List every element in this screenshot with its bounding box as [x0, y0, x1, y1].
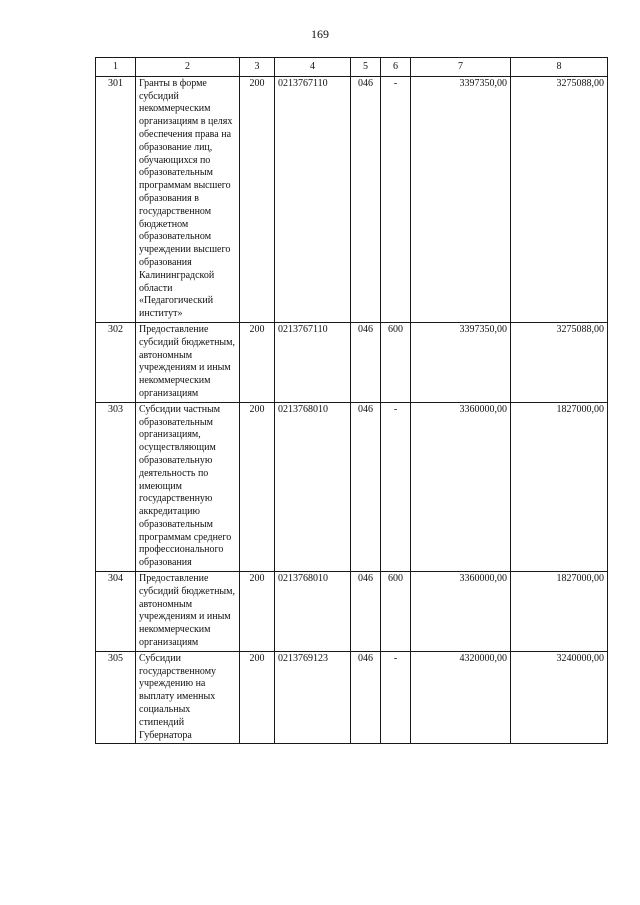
page-number: 169 — [311, 27, 329, 41]
cell-col4: 0213767110 — [275, 76, 351, 322]
cell-col5: 046 — [351, 76, 381, 322]
cell-col7: 3360000,00 — [411, 402, 511, 571]
column-header-5: 5 — [351, 58, 381, 77]
cell-col3: 200 — [240, 651, 275, 744]
cell-col8: 3240000,00 — [511, 651, 608, 744]
row-number: 301 — [96, 76, 136, 322]
row-name: Субсидии частным образовательным организациям, осуществляющим образовательную деятельность по имеющим государственную аккредитацию образовательным программам среднего профессионального образования — [136, 402, 240, 571]
column-header-7: 7 — [411, 58, 511, 77]
row-name: Предоставление субсидий бюджетным, автономным учреждениям и иным некоммерческим организациям — [136, 322, 240, 402]
row-number: 303 — [96, 402, 136, 571]
cell-col4: 0213769123 — [275, 651, 351, 744]
table-row — [96, 572, 608, 652]
cell-col7: 3397350,00 — [411, 322, 511, 402]
table-row — [96, 76, 608, 322]
row-number: 305 — [96, 651, 136, 744]
cell-col5: 046 — [351, 651, 381, 744]
cell-col5: 046 — [351, 402, 381, 571]
table-row — [96, 651, 608, 744]
cell-col8: 1827000,00 — [511, 572, 608, 652]
cell-col8: 3275088,00 — [511, 322, 608, 402]
column-header-6: 6 — [381, 58, 411, 77]
cell-col6: 600 — [381, 572, 411, 652]
cell-col4: 0213768010 — [275, 572, 351, 652]
column-header-8: 8 — [511, 58, 608, 77]
row-number: 302 — [96, 322, 136, 402]
column-header-2: 2 — [136, 58, 240, 77]
cell-col5: 046 — [351, 322, 381, 402]
header-row — [96, 58, 608, 77]
column-header-1: 1 — [96, 58, 136, 77]
cell-col8: 1827000,00 — [511, 402, 608, 571]
cell-col7: 4320000,00 — [411, 651, 511, 744]
row-number: 304 — [96, 572, 136, 652]
cell-col5: 046 — [351, 572, 381, 652]
column-header-4: 4 — [275, 58, 351, 77]
cell-col7: 3360000,00 — [411, 572, 511, 652]
cell-col6: - — [381, 402, 411, 571]
cell-col6: - — [381, 651, 411, 744]
cell-col4: 0213767110 — [275, 322, 351, 402]
cell-col7: 3397350,00 — [411, 76, 511, 322]
column-header-3: 3 — [240, 58, 275, 77]
cell-col6: 600 — [381, 322, 411, 402]
cell-col8: 3275088,00 — [511, 76, 608, 322]
row-name: Гранты в форме субсидий некоммерческим организациям в целях обеспечения права на образование лиц, обучающихся по образовательным программам высшего образования в государственном бюджетном образовательном учреждении высшего образования Калининградской области «Педагогический институт» — [136, 76, 240, 322]
table-row — [96, 402, 608, 571]
row-name: Предоставление субсидий бюджетным, автономным учреждениям и иным некоммерческим организациям — [136, 572, 240, 652]
cell-col6: - — [381, 76, 411, 322]
cell-col3: 200 — [240, 322, 275, 402]
cell-col4: 0213768010 — [275, 402, 351, 571]
cell-col3: 200 — [240, 402, 275, 571]
cell-col3: 200 — [240, 572, 275, 652]
row-name: Субсидии государственному учреждению на выплату именных социальных стипендий Губернатора — [136, 651, 240, 744]
table-row — [96, 322, 608, 402]
cell-col3: 200 — [240, 76, 275, 322]
budget-table — [95, 57, 608, 744]
